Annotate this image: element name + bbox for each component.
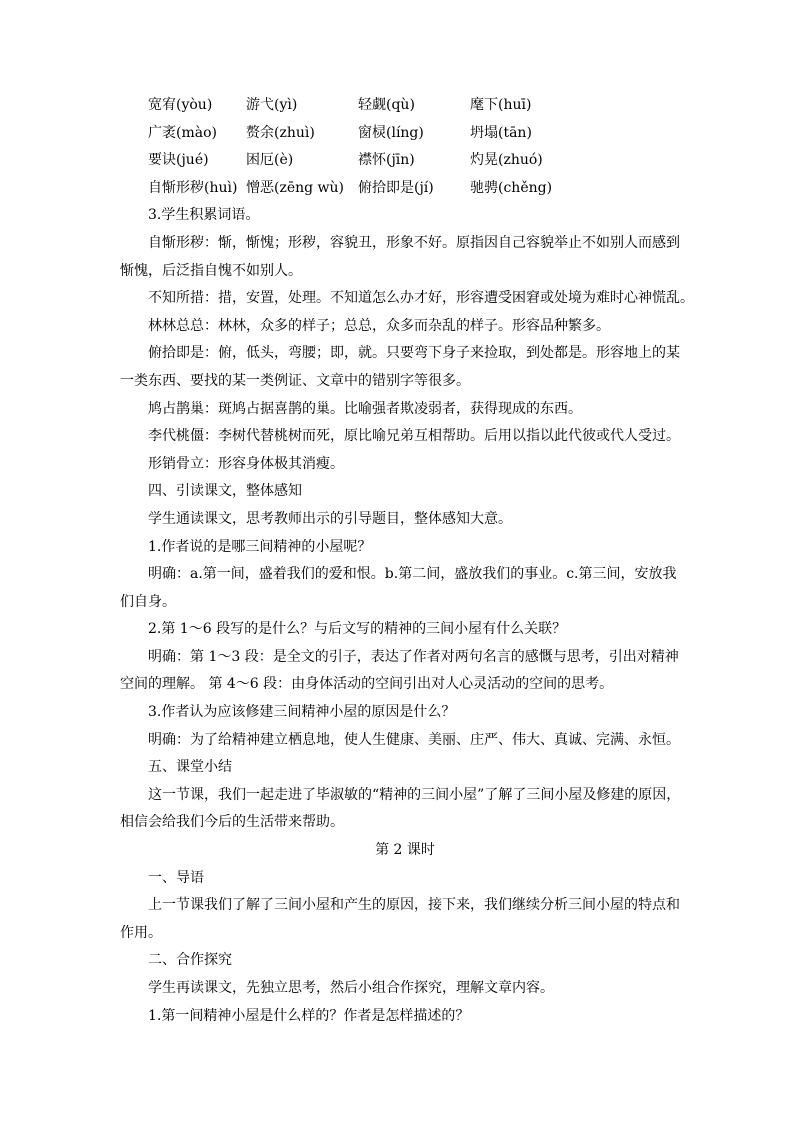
vocab-item: 襟怀(jīn)	[358, 152, 415, 169]
definition-text: 林林总总：林林，众多的样子；总总，众多而杂乱的样子。形容品种繁多。	[148, 317, 610, 334]
section-heading: 一、导语	[148, 869, 204, 886]
vocab-row	[120, 147, 690, 175]
vocab-item: 麾下(huī)	[470, 97, 532, 113]
answer-cont: 们自身。	[120, 593, 176, 610]
vocab-item: 窗棂(líng)	[358, 124, 424, 141]
vocab-item: 游弋(yì)	[246, 97, 298, 113]
vocab-item: 俯拾即是(jí)	[358, 179, 434, 196]
section-heading: 四、引读课文，整体感知	[148, 483, 302, 500]
vocab-item: 要诀(jué)	[148, 152, 209, 169]
vocab-item: 困厄(è)	[246, 152, 294, 169]
definition-text: 李代桃僵：李树代替桃树而死，原比喻兄弟互相帮助。后用以指以此代彼或代人受过。	[148, 428, 680, 445]
vocab-item: 坍塌(tān)	[470, 124, 532, 141]
section-heading: 五、课堂小结	[148, 759, 232, 776]
vocab-item: 憎恶(zēng wù)	[246, 179, 345, 196]
lesson-title: 第 2 课时	[375, 842, 435, 859]
definition-text: 鸠占鹊巢：斑鸠占据喜鹊的巢。比喻强者欺凌弱者，获得现成的东西。	[148, 400, 582, 417]
vocab-item: 宽宥(yòu)	[148, 97, 213, 113]
paragraph-cont: 相信会给我们今后的生活带来帮助。	[120, 814, 344, 831]
vocab-item: 广袤(mào)	[148, 124, 217, 141]
answer: 明确：a.第一间，盛着我们的爱和恨。b.第二间，盛放我们的事业。c.第三间，安放我	[148, 566, 677, 583]
vocab-item: 驰骋(chěng)	[470, 179, 553, 196]
section-heading: 二、合作探究	[148, 952, 232, 969]
vocab-row	[120, 175, 690, 203]
question: 1.作者说的是哪三间精神的小屋呢？	[148, 538, 372, 555]
vocab-item: 自惭形秽(huì)	[148, 179, 238, 196]
question: 1.第一间精神小屋是什么样的？作者是怎样描述的？	[148, 1007, 470, 1024]
paragraph: 上一节课我们了解了三间小屋和产生的原因，接下来，我们继续分析三间小屋的特点和	[148, 897, 680, 914]
step-heading: 3.学生积累词语。	[148, 207, 260, 224]
paragraph: 这一节课，我们一起走进了毕淑敏的“精神的三间小屋”了解了三间小屋及修建的原因，	[148, 786, 681, 803]
answer: 明确：为了给精神建立栖息地，使人生健康、美丽、庄严、伟大、真诚、完满、永恒。	[148, 731, 680, 748]
definition-text: 形销骨立：形容身体极其消瘦。	[148, 455, 344, 472]
document-body	[120, 92, 694, 1030]
paragraph-cont: 作用。	[120, 924, 162, 941]
answer: 明确：第 1～3 段：是全文的引子，表达了作者对两句名言的感慨与思考，引出对精神	[148, 648, 679, 665]
definition-text: 自惭形秽：惭，惭愧；形秽，容貌丑，形象不好。原指因自己容貌举止不如别人而感到	[148, 234, 680, 251]
question: 3.作者认为应该修建三间精神小屋的原因是什么？	[148, 704, 456, 721]
question: 2.第 1～6 段写的是什么？与后文写的精神的三间小屋有什么关联？	[148, 621, 567, 638]
definition-text: 不知所措：措，安置，处理。不知道怎么办才好，形容遭受困窘或处境为难时心神慌乱。	[148, 290, 694, 307]
paragraph: 学生再读课文，先独立思考，然后小组合作探究，理解文章内容。	[148, 980, 554, 996]
vocab-item: 赘余(zhuì)	[246, 124, 315, 141]
vocab-row	[120, 92, 690, 120]
vocab-item: 灼晃(zhuó)	[470, 152, 543, 169]
answer-cont: 空间的理解。 第 4～6 段：由身体活动的空间引出对人心灵活动的空间的思考。	[120, 676, 614, 693]
definition-text: 俯拾即是：俯，低头，弯腰；即，就。只要弯下身子来捡取，到处都是。形容地上的某	[148, 345, 680, 362]
definition-text-cont: 惭愧，后泛指自愧不如别人。	[120, 262, 302, 279]
vocab-item: 轻觑(qù)	[358, 97, 415, 113]
definition-text-cont: 一类东西、要找的某一类例证、文章中的错别字等很多。	[120, 372, 470, 389]
vocab-row	[120, 120, 690, 148]
paragraph: 学生通读课文，思考教师出示的引导题目，整体感知大意。	[148, 510, 512, 527]
